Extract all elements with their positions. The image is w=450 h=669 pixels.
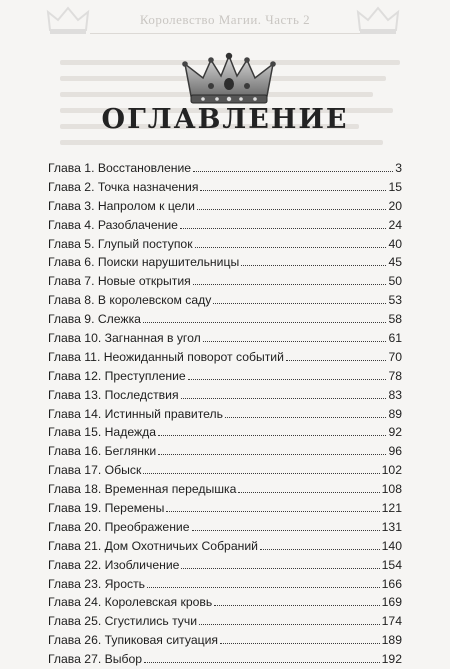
dot-leader (225, 416, 386, 418)
dot-leader (241, 264, 386, 266)
page-number: 3 (395, 161, 402, 175)
dot-leader (192, 529, 380, 531)
page-number: 169 (381, 595, 402, 610)
page-number: 15 (388, 179, 402, 194)
running-title: Королевство Магии. Часть 2 (139, 12, 311, 27)
page-number: 20 (388, 198, 402, 213)
toc-entry (48, 159, 402, 178)
dot-leader (238, 491, 379, 493)
toc-entry (48, 197, 402, 216)
dot-leader (181, 397, 387, 399)
page-number: 40 (388, 236, 402, 251)
dot-leader (197, 208, 386, 210)
toc-entry (48, 178, 402, 197)
dot-leader (166, 510, 379, 512)
chapter-title: Глава 25. Сгустились тучи (48, 614, 198, 629)
page-number: 70 (388, 349, 402, 364)
toc-entry (48, 461, 402, 480)
dot-leader (158, 434, 386, 436)
toc-entry (48, 593, 402, 612)
chapter-title: Глава 4. Разоблачение (48, 217, 178, 232)
toc-entry (48, 480, 402, 499)
chapter-title: Глава 17. Обыск (48, 463, 142, 478)
dot-leader (188, 378, 387, 380)
page-number: 192 (381, 652, 402, 667)
dot-leader (213, 302, 386, 304)
chapter-title: Глава 9. Слежка (48, 312, 141, 327)
page-number: 45 (388, 255, 402, 270)
chapter-title: Глава 26. Тупиковая ситуация (48, 633, 218, 648)
chapter-title: Глава 15. Надежда (48, 425, 157, 440)
chapter-title: Глава 20. Преображение (48, 519, 190, 534)
page-number: 58 (388, 312, 402, 327)
dot-leader (193, 283, 387, 285)
dot-leader (181, 567, 379, 569)
dot-leader (147, 586, 380, 588)
toc-entry (48, 386, 402, 405)
page-number: 189 (381, 633, 402, 648)
page-number: 108 (381, 482, 402, 497)
dot-leader (144, 661, 380, 663)
page-number: 24 (388, 217, 402, 232)
chapter-title: Глава 23. Ярость (48, 576, 146, 591)
page-number: 78 (388, 368, 402, 383)
chapter-title: Глава 18. Временная передышка (48, 482, 237, 497)
page-number: 140 (381, 538, 402, 553)
page-number: 96 (388, 444, 402, 459)
toc-entry (48, 423, 402, 442)
dot-leader (214, 604, 379, 606)
dot-leader (203, 340, 387, 342)
dot-leader (180, 227, 386, 229)
crown-icon (181, 52, 277, 108)
toc-entry (48, 348, 402, 367)
page-number: 83 (388, 387, 402, 402)
chapter-title: Глава 5. Глупый поступок (48, 236, 193, 251)
chapter-title: Глава 10. Загнанная в угол (48, 331, 201, 346)
toc-entry (48, 537, 402, 556)
dot-leader (195, 246, 387, 248)
chapter-title: Глава 22. Изобличение (48, 557, 180, 572)
toc-entry (48, 291, 402, 310)
dot-leader (220, 642, 380, 644)
toc-entry (48, 575, 402, 594)
chapter-title: Глава 12. Преступление (48, 368, 186, 383)
page-number: 89 (388, 406, 402, 421)
page-number: 61 (388, 331, 402, 346)
page-number: 92 (388, 425, 402, 440)
chapter-title: Глава 13. Последствия (48, 387, 179, 402)
dot-leader (193, 170, 393, 172)
toc-entry (48, 612, 402, 631)
page-number: 131 (381, 519, 402, 534)
page-number: 166 (381, 576, 402, 591)
dot-leader (286, 359, 387, 361)
page-number: 53 (388, 293, 402, 308)
toc-entry (48, 442, 402, 461)
toc-entry (48, 216, 402, 235)
chapter-title: Глава 27. Выбор (48, 652, 143, 667)
page-number: 174 (381, 614, 402, 629)
chapter-title: Глава 11. Неожиданный поворот событий (48, 349, 284, 364)
toc-entry (48, 329, 402, 348)
toc-entry (48, 556, 402, 575)
chapter-title: Глава 2. Точка назначения (48, 179, 199, 194)
toc-entry (48, 650, 402, 669)
page-number: 102 (381, 463, 402, 478)
chapter-title: Глава 6. Поиски нарушительницы (48, 255, 240, 270)
dot-leader (200, 189, 386, 191)
chapter-title: Глава 8. В королевском саду (48, 293, 212, 308)
page-number: 121 (381, 501, 402, 516)
toc-entry (48, 405, 402, 424)
crown-icon (356, 6, 400, 36)
chapter-title: Глава 7. Новые открытия (48, 274, 191, 289)
dot-leader (143, 472, 379, 474)
table-of-contents (48, 159, 402, 669)
dot-leader (158, 453, 386, 455)
chapter-title: Глава 19. Перемены (48, 501, 165, 516)
chapter-title: Глава 21. Дом Охотничьих Собраний (48, 538, 258, 553)
page-number: 154 (381, 557, 402, 572)
toc-entry (48, 631, 402, 650)
toc-entry (48, 518, 402, 537)
chapter-title: Глава 1. Восстановление (48, 161, 192, 175)
toc-title: ОГЛАВЛЕНИЕ (101, 104, 349, 135)
dot-leader (260, 548, 380, 550)
chapter-title: Глава 16. Беглянки (48, 444, 157, 459)
toc-entry (48, 499, 402, 518)
chapter-title: Глава 24. Королевская кровь (48, 595, 213, 610)
chapter-title: Глава 3. Напролом к цели (48, 198, 195, 213)
page-number: 50 (388, 274, 402, 289)
header-rule (90, 33, 360, 34)
toc-entry (48, 367, 402, 386)
toc-entry (48, 310, 402, 329)
toc-entry (48, 235, 402, 254)
toc-entry (48, 253, 402, 272)
chapter-title: Глава 14. Истинный правитель (48, 406, 224, 421)
dot-leader (143, 321, 386, 323)
dot-leader (199, 623, 380, 625)
page-header (0, 0, 450, 46)
toc-entry (48, 272, 402, 291)
